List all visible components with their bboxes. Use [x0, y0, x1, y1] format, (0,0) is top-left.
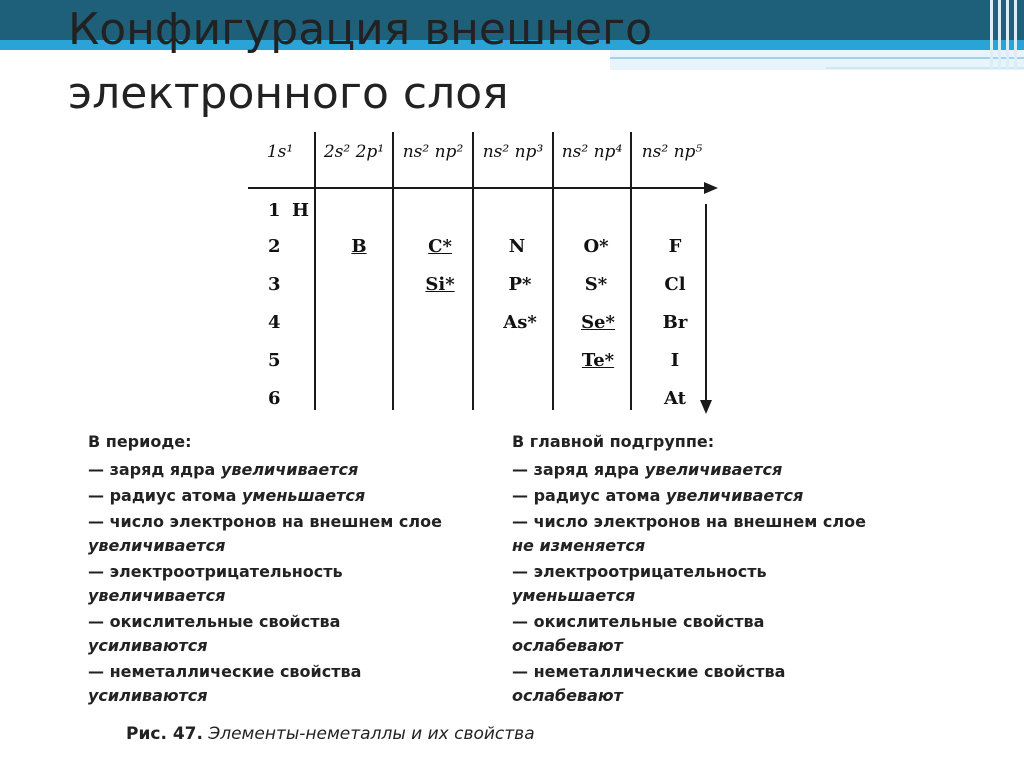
- figure-caption: [126, 724, 535, 744]
- period-number: 1: [268, 200, 281, 221]
- period-item: — электроотрицательность увеличивается: [88, 562, 343, 605]
- group-item: — радиус атома увеличивается: [512, 486, 804, 505]
- header-1s1: 1s¹: [266, 142, 294, 162]
- element-p: P*: [508, 274, 532, 295]
- period-item: — окислительные свойства усиливаются: [88, 612, 341, 655]
- period-number: 2: [268, 236, 281, 257]
- slide-title: [68, 0, 788, 126]
- element-cl: Cl: [664, 274, 686, 295]
- element-at: At: [664, 388, 686, 409]
- group-item: — неметаллические свойства ослабевают: [512, 662, 786, 705]
- header-ns2-np2: ns² np²: [402, 142, 464, 162]
- period-number: 3: [268, 274, 281, 295]
- column-divider: [314, 132, 316, 410]
- element-as: As*: [503, 312, 537, 333]
- header-2s2-2p1: 2s² 2p¹: [323, 142, 385, 162]
- group-item: — число электронов на внешнем слое не изменяется: [512, 512, 866, 555]
- decorative-bars: [984, 0, 1024, 70]
- group-item: — окислительные свойства ослабевают: [512, 612, 765, 655]
- header-ns2-np4: ns² np⁴: [561, 142, 623, 162]
- element-n: N: [508, 236, 526, 257]
- title-line-2: электронного слоя: [68, 68, 509, 119]
- group-heading: В главной подгруппе:: [512, 432, 715, 451]
- element-i: I: [670, 350, 680, 371]
- period-item: — радиус атома уменьшается: [88, 486, 366, 505]
- column-divider: [392, 132, 394, 410]
- group-item: — заряд ядра увеличивается: [512, 460, 783, 479]
- element-si: Si*: [425, 274, 455, 295]
- period-properties: [88, 430, 508, 710]
- element-c: C*: [428, 236, 452, 257]
- header-ns2-np3: ns² np³: [482, 142, 544, 162]
- caption-text: Элементы-неметаллы и их свойства: [208, 724, 535, 744]
- element-o: O*: [583, 236, 609, 257]
- right-arrow-icon: [704, 182, 718, 194]
- element-se: Se*: [581, 312, 615, 333]
- element-br: Br: [662, 312, 688, 333]
- element-b: B: [351, 236, 367, 257]
- group-item: — электроотрицательность уменьшается: [512, 562, 767, 605]
- header-ns2-np5: ns² np⁵: [641, 142, 703, 162]
- caption-figure-number: Рис. 47.: [126, 724, 203, 744]
- header-arrow-line: [248, 187, 706, 189]
- element-h: H: [292, 200, 310, 221]
- down-arrow-icon: [700, 400, 712, 414]
- column-divider: [630, 132, 632, 410]
- period-item: — заряд ядра увеличивается: [88, 460, 359, 479]
- period-item: — неметаллические свойства усиливаются: [88, 662, 362, 705]
- period-number: 5: [268, 350, 281, 371]
- element-s: S*: [584, 274, 608, 295]
- column-divider: [472, 132, 474, 410]
- column-divider: [552, 132, 554, 410]
- title-line-1: Конфигурация внешнего: [68, 4, 653, 55]
- period-heading: В периоде:: [88, 432, 192, 451]
- group-properties: [512, 430, 932, 710]
- element-te: Te*: [581, 350, 615, 371]
- period-number: 4: [268, 312, 281, 333]
- element-f: F: [668, 236, 682, 257]
- group-arrow-line: [705, 204, 707, 402]
- period-number: 6: [268, 388, 281, 409]
- electron-configuration-table: [240, 132, 740, 412]
- period-item: — число электронов на внешнем слое увеличивается: [88, 512, 442, 555]
